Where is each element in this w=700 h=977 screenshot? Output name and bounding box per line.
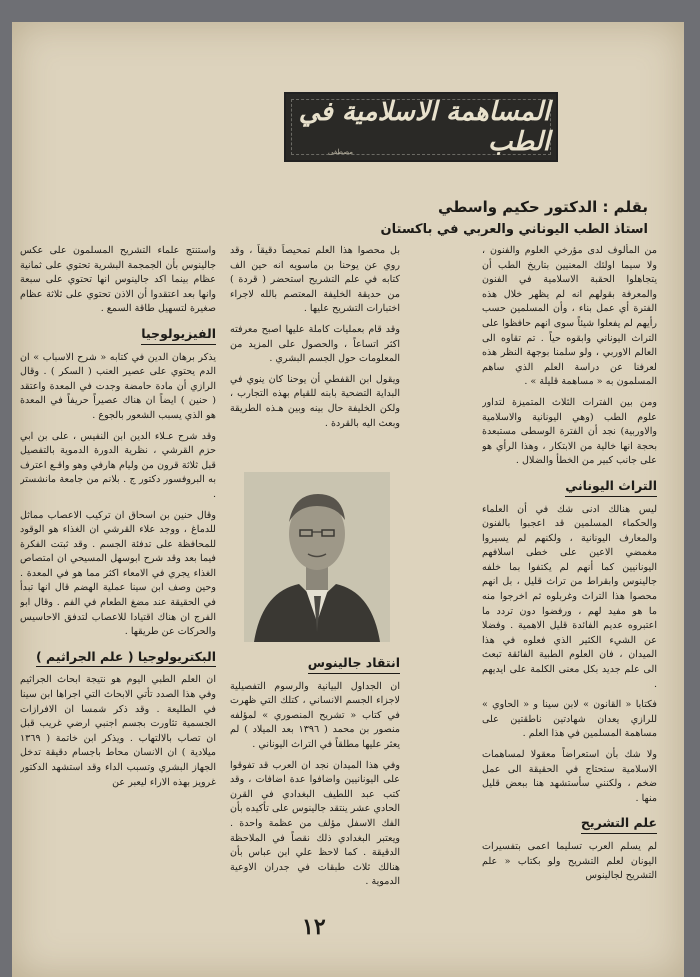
paragraph: وفي هذا الميدان نجد ان العرب قد تفوقوا على اليونانيين واضافوا عدة اضافات ، وقد كتب عبد اللطيف البغدادي في القرن الحادي عشر ينتقد جالينوس على تأكيده بأن الفك الاسفل مؤلف من عظمة واحدة . ويعتبر البغدادي ذلك نقصاً في الملاحظة الدقيقة . كما لاحظ علي ابن عباس بأن هنالك ثلاث طبقات في جدران الاوعية الدموية . [230, 759, 400, 888]
section-heading-greek-heritage: التراث اليوناني [565, 479, 657, 497]
author-position: استاذ الطب اليوناني والعربي في باكستان [380, 222, 648, 237]
paragraph: لم يسلم العرب تسليما اعمى بتفسيرات اليونان لعلم التشريح ولو بكتاب « علم التشريح لجالينوس [482, 840, 657, 882]
article-title: المساهمة الاسلامية في الطب [298, 97, 550, 157]
paragraph: ان العلم الطبي اليوم هو نتيجة ابحاث الجراثيم وفي هذا الصدد تأتي الابحاث التي اجراها ابن سينا في الطليعة . وقد ذكر شمسا ان الافرازات الجسمية تثاورت بجسم اجنبي ارضي غريب قبل ان تصاب بالالتهاب . ويذكر ابن خاتمة ( ١٣٦٩ ميلادية ) ان الانسان محاط باجسام دقيقة تدخل الجهاز البشري وتسبب الداء وقد استشهد الدكتور غرويز بهذه الاراء ليعبر عن [20, 674, 216, 788]
middle-column-top [230, 244, 400, 462]
paragraph: ان الجداول البيانية والرسوم التفصيلية لاجزاء الجسم الانساني ، كتلك التي ظهرت في كتاب « تشريح المنصوري » لمؤلفه منصور بن محمد ( ١٣٩٦ بعد الميلاد ) لم يعثر عليها مطلقاً في التراث اليوناني . [230, 680, 400, 750]
paragraph: ومن بين الفترات الثلاث المتميزة لتداور علوم الطب (وهي اليونانية والاسلامية والاوربية) نجد أن الفترة الوسطى مستبعدة بحجة انها خالية من الابتكار ، وهذا الرأي هو على جانب كبير من الخطأ والضلال . [482, 396, 657, 467]
paragraph: ولا شك بأن استعراضاً معقولا لمساهمات الاسلامية ستحتاج في الحقيقة الى عمل ضخم ، ولكنني سأستشهد هنا ببعض قليل منها . [482, 749, 657, 804]
right-column [482, 244, 657, 914]
paragraph: واستنتج علماء التشريح المسلمون على عكس جالينوس بأن الجمجمة البشرية تحتوي على ثمانية عظام بينما اكد جالينوس انها تحتوي على سبعة وانها بعد اعتقدوا أن الاذن تحتوي على ثلاثة عظام صغيرة لتسهيل طاقة السمع . [20, 245, 216, 315]
author-portrait-photo [244, 472, 390, 642]
paragraph: ويقول ابن القفطي أن يوحنا كان ينوي في البداية التضحية بابنه للقيام بهذه التجارب ، ولكن الخليفة حال بينه وبين هـذه الطريقة وبعث اليه بالقردة . [230, 373, 400, 429]
author-byline: بقلم : الدكتور حكيم واسطي [438, 198, 648, 216]
magazine-page [12, 22, 684, 977]
title-frame [291, 99, 551, 155]
paragraph: وقد شرح عـلاء الدين ابن النفيس ، على بن ابي حزم القرشي ، نظرية الدورة الدموية بالتفصيل قبل ثلاثة قرون من وليام هارفي وهو واقـع اعترف به البروفسور دكتور ج . بلانم من جامعة مانشستر . [20, 430, 216, 500]
section-heading-anatomy: علم التشريح [581, 816, 657, 834]
paragraph: ليس هنالك ادنى شك في أن العلماء والحكماء المسلمين قد اعجبوا بالفنون والمعارف اليونانية ، ولكنهم لم يسيروا مغمضي الاعين على خطى اسلافهم اليونانيين كما أنهم لم يكتفوا بما خلفه جالينوس وابقراط من تراث قليل ، بل انهم محصوا هذا التراث وغربلوه ثم اخرجوا منه ما هو مفيد لهم ، ورفضوا دون تردد ما اعتبروه عديم الفائدة قليل الاهمية . وفضلا عن الشيء الكثير الذي فعلوه في هذا الميدان ، فان العلوم الطبية الفائقة تبعث الى علم جديد بكل معنى الكلمة على ايديهم . [482, 503, 657, 690]
page-number: ١٢ [302, 914, 326, 940]
section-heading-bacteriology: البكتريولوجيا ( علم الجراثيم ) [36, 650, 216, 668]
title-banner [284, 92, 558, 162]
section-heading-galen-critique: انتقاد جالينوس [308, 656, 400, 674]
portrait-illustration [244, 472, 390, 642]
paragraph: وقد قام بعمليات كاملة عليها اصبح معرفته اكثر اتساعاً ، والحصول على المزيد من المعلومات حول الجسم البشري . [230, 323, 400, 365]
paragraph: بل محصوا هذا العلم تمحيصاً دقيقاً ، وقد روي عن يوحنا بن ماسويه انه حين الف كتابه في علم التشريح استحضر ( قردة ) من حديقة الخليفة المعتصم بالله لاجراء اختبارات التشريح عليها . [230, 245, 400, 315]
paragraph: من المألوف لدى مؤرخي العلوم والفنون ، ولا سيما اولئك المعنيين بتاريخ الطب أن يتجاهلوا الحقبة الاسلامية في الفنون والمعرفة بقولهم انه لم يظهر خلال هذه الفترة أي عمل بناء ، وأن المسلمين حسب رأيهم لم يفعلوا شيئاً سوى انهم حافظوا على التراث اليوناني وابقوه حياً . تم تقاوه الى العالم الاوربي ، ولو سلمنا بوجهة النظر هذه لعرفنا عن دراسة العلم الذي ساهم المسلمون به « مساهمة قليلة » . [482, 245, 657, 388]
paragraph: وقال حنين بن اسحاق ان تركيب الاعصاب مماثل للدماغ ، ووجد علاء القرشي ان الغذاء هو الوقود للمحافظة على تدفئة الجسم . وقد ثبتت الفكرة فيما بعد وقد شرح ابوسهل المسيحي ان امتصاص الغذاء يجري في الامعاء اكثر مما هو في المعدة . وحين وصف ابن سينا عملية الهضم قال انها تبدأ في الحقيقة عند مضغ الطعام في الفم . وقال ابو الفرج ان هناك اقتيادا للاعصاب لتدفق الاحاسيس والحركات عن طريقها . [20, 509, 216, 638]
section-heading-physiology: الفيزيولوجيا [141, 327, 216, 345]
paragraph: فكتابا « القانون » لابن سينا و « الحاوي » للرازي يعدان شهادتين ناطقتين على مساهمة المسلمين في هذا العلم . [482, 699, 657, 740]
author-block [348, 198, 648, 237]
title-signature: مصطفى [328, 148, 353, 156]
left-column [20, 244, 216, 914]
paragraph: يذكر برهان الدين في كتابه « شرح الاسباب » ان الدم يحتوي على عصير العنب ( السكر ) . وقال الرازي أن مادة حامضة وجدت في المعدة واعتقد ( حنين ) ايضاً ان هناك عصيراً حريفاً في المعدة هو الذي يسبب الشعور بالجوع . [20, 351, 216, 421]
middle-column-bottom [230, 652, 400, 902]
